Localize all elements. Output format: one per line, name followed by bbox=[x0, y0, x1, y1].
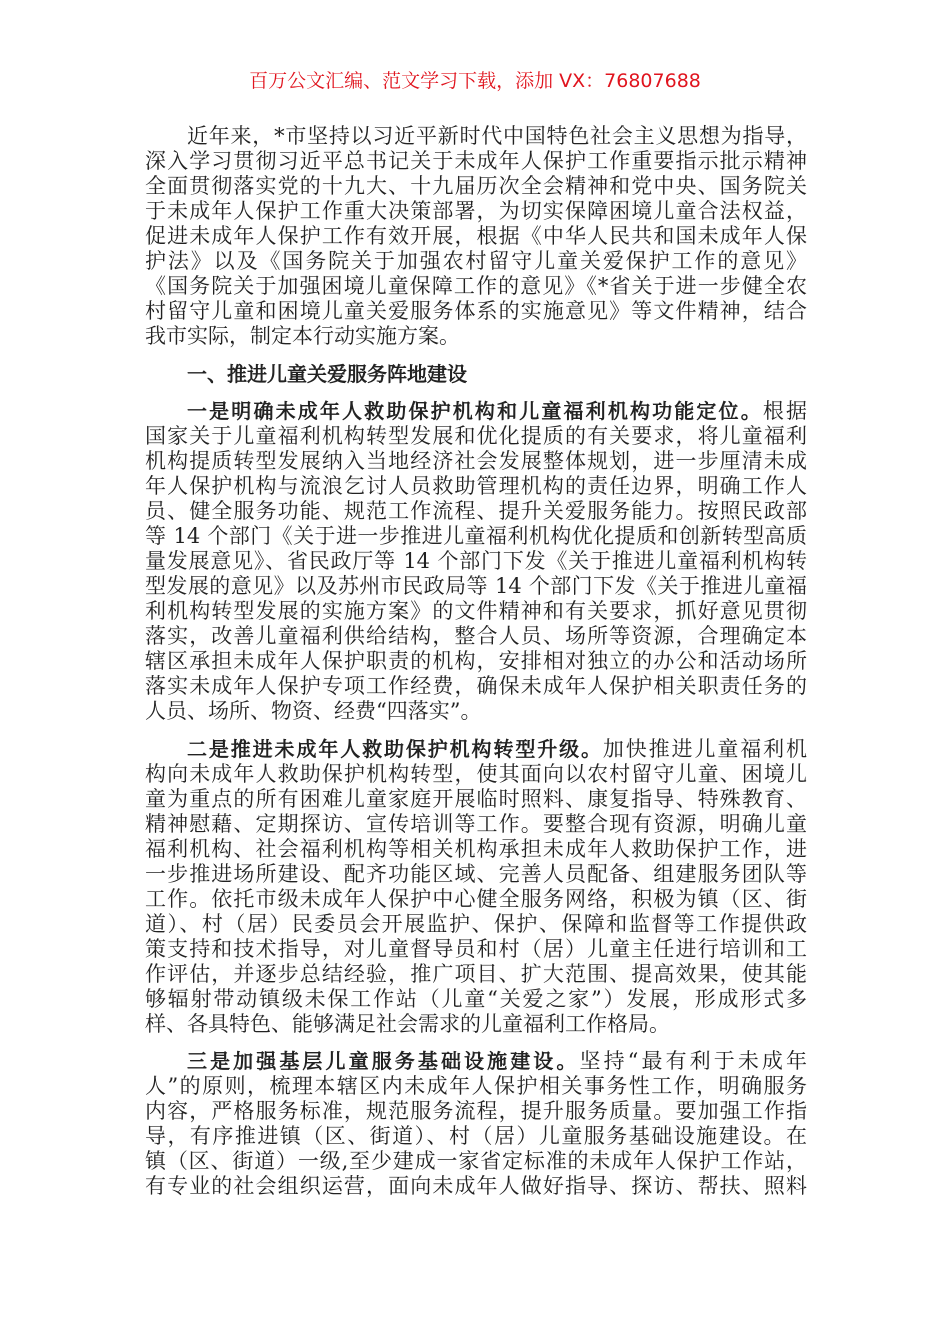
text-line bbox=[145, 812, 807, 837]
text-line bbox=[145, 862, 807, 887]
line-text: 型发展的意见》以及苏州市民政局等 14 个部门下发《关于推进儿童福 bbox=[145, 574, 807, 598]
text-line bbox=[145, 649, 807, 674]
line-text: 一步推进场所建设、配齐功能区域、完善人员配备、组建服务团队等 bbox=[145, 861, 807, 886]
text-line bbox=[145, 1049, 807, 1074]
text-line bbox=[145, 1074, 807, 1099]
text-line bbox=[145, 174, 807, 199]
text-line bbox=[145, 1012, 807, 1037]
line-text: 人”的原则，梳理本辖区内未成年人保护相关事务性工作，明确服务 bbox=[145, 1074, 807, 1098]
line-text: 促进未成年人保护工作有效开展，根据《中华人民共和国未成年人保 bbox=[145, 224, 807, 248]
paragraph-lead: 二是推进未成年人救助保护机构转型升级。 bbox=[187, 736, 603, 761]
text-line bbox=[145, 274, 807, 299]
line-text: 落实未成年人保护专项工作经费，确保未成年人保护相关职责任务的 bbox=[145, 674, 807, 698]
line-text: 深入学习贯彻习近平总书记关于未成年人保护工作重要指示批示精神 bbox=[145, 149, 807, 173]
text-line bbox=[145, 987, 807, 1012]
paragraph-lead: 三是加强基层儿童服务基础设施建设。 bbox=[187, 1049, 580, 1073]
text-line bbox=[145, 1124, 807, 1149]
text-line bbox=[145, 599, 807, 624]
line-text: 镇（区、街道）一级,至少建成一家省定标准的未成年人保护工作站， bbox=[145, 1149, 807, 1173]
line-text: 坚持“最有利于未成年 bbox=[579, 1049, 807, 1073]
line-text: 加快推进儿童福利机 bbox=[602, 736, 807, 761]
text-line bbox=[145, 737, 807, 762]
text-line bbox=[145, 762, 807, 787]
text-line bbox=[145, 624, 807, 649]
line-text: 作评估，并逐步总结经验，推广项目、扩大范围、提高效果，使其能 bbox=[145, 961, 807, 986]
line-text: 道）、村（居）民委员会开展监护、保护、保障和监督等工作提供政 bbox=[145, 911, 807, 936]
line-text: 导，有序推进镇（区、街道）、村（居）儿童服务基础设施建设。在 bbox=[145, 1124, 807, 1148]
line-text: 近年来，*市坚持以习近平新时代中国特色社会主义思想为指导， bbox=[187, 124, 807, 148]
line-text: 福利机构、社会福利机构等相关机构承担未成年人救助保护工作，进 bbox=[145, 836, 807, 861]
text-line bbox=[145, 324, 807, 349]
text-line bbox=[145, 499, 807, 524]
line-text: 策支持和技术指导，对儿童督导员和村（居）儿童主任进行培训和工 bbox=[145, 936, 807, 961]
text-line bbox=[145, 224, 807, 249]
paragraph bbox=[145, 399, 807, 724]
text-line bbox=[145, 524, 807, 549]
text-line bbox=[145, 249, 807, 274]
line-text: 人员、场所、物资、经费“四落实”。 bbox=[145, 699, 482, 723]
paragraph bbox=[145, 124, 807, 349]
text-line bbox=[145, 1149, 807, 1174]
text-line bbox=[145, 912, 807, 937]
line-text: 落实，改善儿童福利供给结构，整合人员、场所等资源，合理确定本 bbox=[145, 624, 807, 648]
text-line bbox=[145, 424, 807, 449]
text-line bbox=[145, 449, 807, 474]
text-line bbox=[145, 887, 807, 912]
line-text: 全面贯彻落实党的十九大、十九届历次全会精神和党中央、国务院关 bbox=[145, 174, 807, 198]
section-heading: 一、推进儿童关爱服务阵地建设 bbox=[187, 361, 467, 386]
paragraph-lead: 一是明确未成年人救助保护机构和儿童福利机构功能定位。 bbox=[187, 399, 763, 423]
line-text: 精神慰藉、定期探访、宣传培训等工作。要整合现有资源，明确儿童 bbox=[145, 811, 807, 836]
line-text: 员、健全服务功能、规范工作流程、提升关爱服务能力。按照民政部 bbox=[145, 499, 807, 523]
text-line bbox=[145, 837, 807, 862]
line-text: 童为重点的所有困难儿童家庭开展临时照料、康复指导、特殊教育、 bbox=[145, 786, 807, 811]
watermark-banner: 百万公文汇编、范文学习下载，添加 VX：76807688 bbox=[249, 70, 701, 92]
line-text: 构向未成年人救助保护机构转型，使其面向以农村留守儿童、困境儿 bbox=[145, 761, 807, 786]
line-text: 村留守儿童和困境儿童关爱服务体系的实施意见》等文件精神，结合 bbox=[145, 299, 807, 323]
text-line bbox=[145, 199, 807, 224]
text-line bbox=[145, 149, 807, 174]
document-body bbox=[145, 124, 807, 1212]
text-line bbox=[145, 699, 807, 724]
text-line bbox=[145, 787, 807, 812]
line-text: 样、各具特色、能够满足社会需求的儿童福利工作格局。 bbox=[145, 1011, 670, 1036]
line-text: 工作。依托市级未成年人保护中心健全服务网络，积极为镇（区、街 bbox=[145, 886, 807, 911]
paragraph bbox=[145, 737, 807, 1037]
text-line bbox=[145, 937, 807, 962]
text-line bbox=[145, 674, 807, 699]
text-line bbox=[145, 299, 807, 324]
line-text: 年人保护机构与流浪乞讨人员救助管理机构的责任边界，明确工作人 bbox=[145, 474, 807, 498]
line-text: 利机构转型发展的实施方案》的文件精神和有关要求，抓好意见贯彻 bbox=[145, 599, 807, 623]
paragraph bbox=[145, 1049, 807, 1199]
text-line bbox=[145, 399, 807, 424]
line-text: 够辐射带动镇级未保工作站（儿童“关爱之家”）发展，形成形式多 bbox=[145, 986, 807, 1011]
line-text: 国家关于儿童福利机构转型发展和优化提质的有关要求，将儿童福利 bbox=[145, 424, 807, 448]
line-text: 《国务院关于加强困境儿童保障工作的意见》《*省关于进一步健全农 bbox=[145, 274, 807, 298]
text-line bbox=[145, 124, 807, 149]
line-text: 护法》以及《国务院关于加强农村留守儿童关爱保护工作的意见》 bbox=[145, 249, 807, 273]
line-text: 我市实际，制定本行动实施方案。 bbox=[145, 324, 460, 348]
line-text: 有专业的社会组织运营，面向未成年人做好指导、探访、帮扶、照料 bbox=[145, 1174, 807, 1198]
line-text: 内容，严格服务标准，规范服务流程，提升服务质量。要加强工作指 bbox=[145, 1099, 807, 1123]
line-text: 根据 bbox=[762, 399, 807, 423]
line-text: 于未成年人保护工作重大决策部署，为切实保障困境儿童合法权益， bbox=[145, 199, 807, 223]
line-text: 等 14 个部门《关于进一步推进儿童福利机构优化提质和创新转型高质 bbox=[145, 524, 807, 548]
text-line bbox=[145, 1174, 807, 1199]
text-line bbox=[145, 1099, 807, 1124]
line-text: 机构提质转型发展纳入当地经济社会发展整体规划，进一步厘清未成 bbox=[145, 449, 807, 473]
text-line bbox=[145, 549, 807, 574]
text-line bbox=[145, 962, 807, 987]
text-line bbox=[145, 574, 807, 599]
line-text: 辖区承担未成年人保护职责的机构，安排相对独立的办公和活动场所 bbox=[145, 649, 807, 673]
text-line bbox=[145, 474, 807, 499]
line-text: 量发展意见》、省民政厅等 14 个部门下发《关于推进儿童福利机构转 bbox=[145, 549, 807, 573]
